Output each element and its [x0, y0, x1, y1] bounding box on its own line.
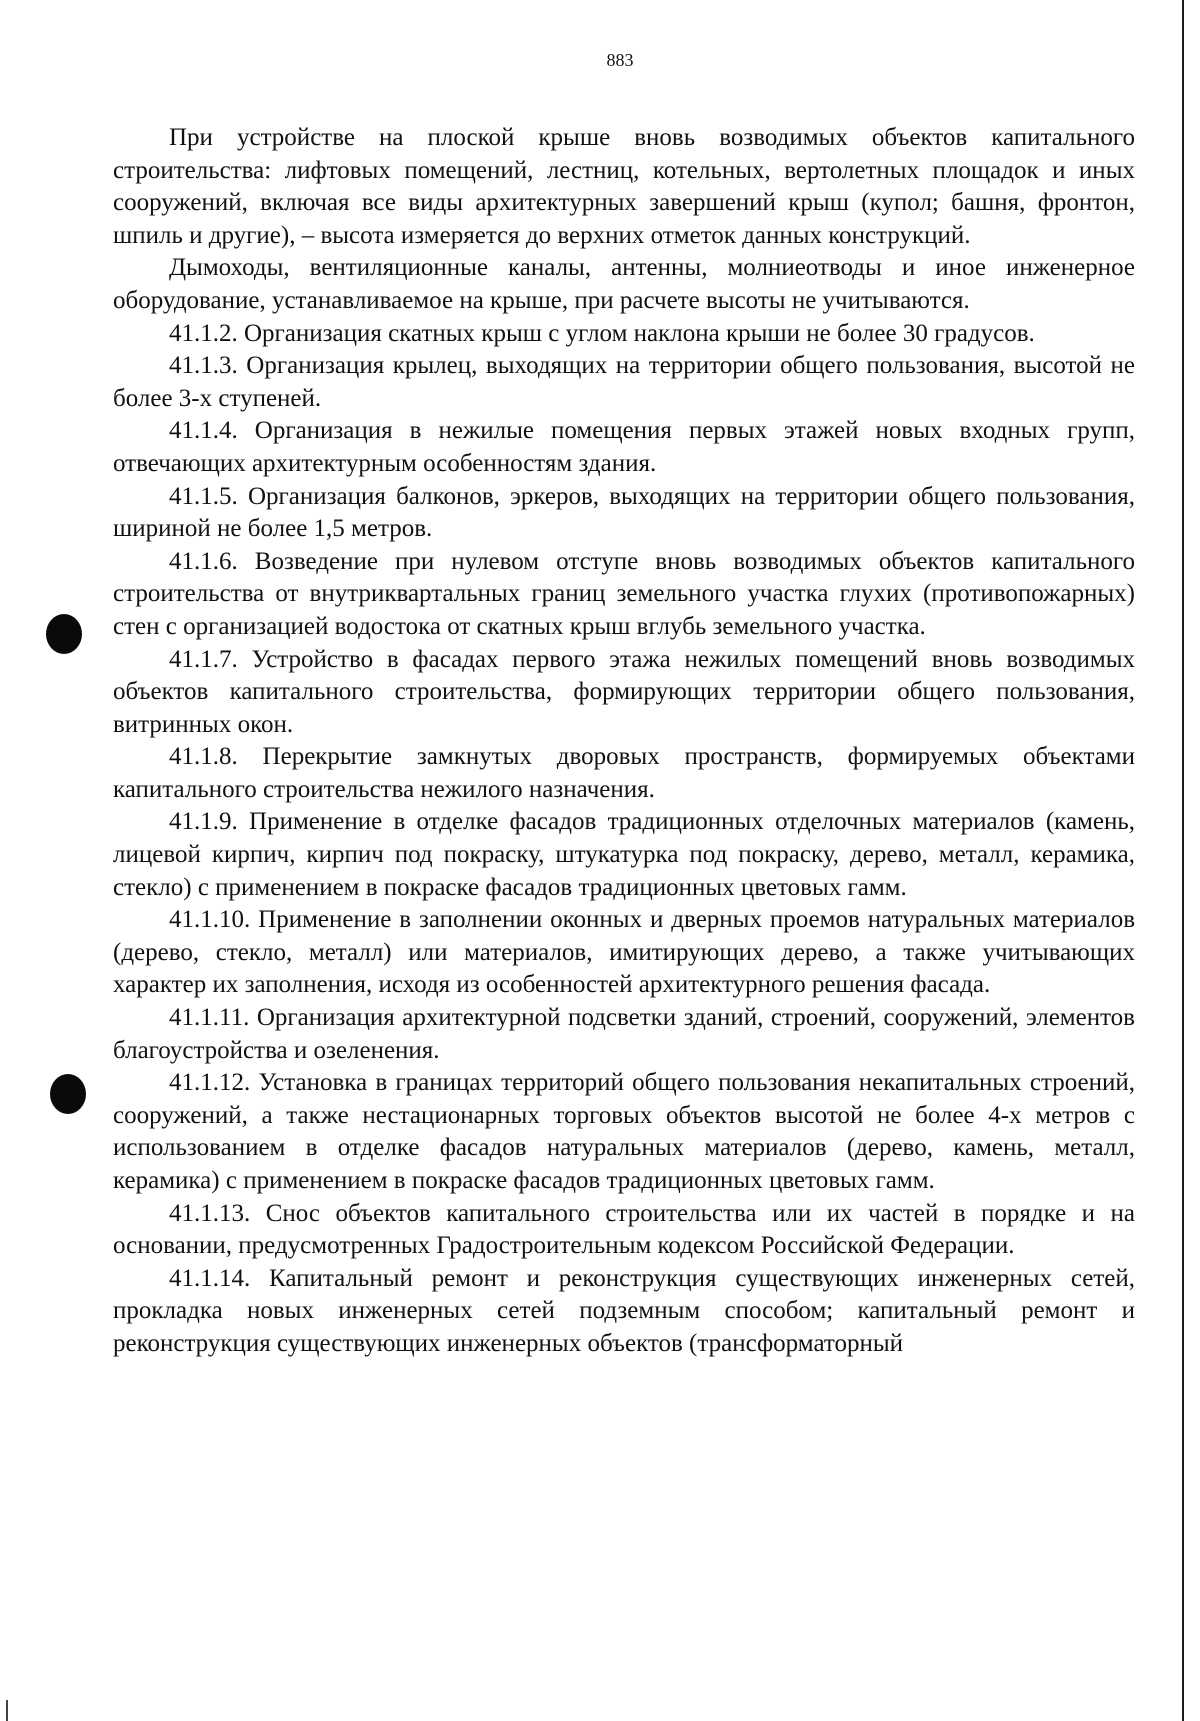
paragraph: 41.1.9. Применение в отделке фасадов традиционных отделочных материалов (камень, лицевой кирпич, кирпич под покраску, штукатурка под покраску, дерево, металл, керамика, стекло) с применением в покраске фасадов традиционных цветовых гамм. [113, 808, 1135, 901]
punch-hole-mark [50, 1074, 86, 1114]
paragraph: 41.1.6. Возведение при нулевом отступе вновь возводимых объектов капитального строительства от внутриквартальных границ земельного участка глухих (противопожарных) стен с организацией водостока от скатных крыш вглубь земельного участка. [113, 547, 1135, 640]
paragraph: При устройстве на плоской крыше вновь возводимых объектов капитального строительства: лифтовых помещений, лестниц, котельных, вертолетных площадок и иных сооружений, включая все виды архитектурных завершений крыш (купол; башня, фронтон, шпиль и другие), – высота измеряется до верхних отметок данных конструкций. [113, 124, 1135, 249]
paragraph: 41.1.8. Перекрытие замкнутых дворовых пространств, формируемых объектами капитального строительства нежилого назначения. [113, 743, 1135, 803]
paragraph: 41.1.4. Организация в нежилые помещения первых этажей новых входных групп, отвечающих архитектурным особенностям здания. [113, 417, 1135, 477]
scan-edge-mark [6, 1700, 8, 1721]
document-body [113, 122, 1135, 1361]
paragraph: 41.1.13. Снос объектов капитального строительства или их частей в порядке и на основании, предусмотренных Градостроительным кодексом Российской Федерации. [113, 1199, 1135, 1260]
paragraph: 41.1.2. Организация скатных крыш с углом наклона крыши не более 30 градусов. [169, 319, 1035, 347]
paragraph: 41.1.12. Установка в границах территорий общего пользования некапитальных строений, сооружений, а также нестационарных торговых объектов высотой не более 4-х метров с использованием в отделке фасадов натуральных материалов (дерево, камень, металл, керамика) с применением в покраске фасадов традиционных цветовых гамм. [113, 1069, 1135, 1194]
page-number: 883 [606, 50, 634, 70]
paragraph: 41.1.3. Организация крылец, выходящих на территории общего пользования, высотой не более 3-х ступеней. [113, 352, 1135, 412]
paragraph: Дымоходы, вентиляционные каналы, антенны, молниеотводы и иное инженерное оборудование, устанавливаемое на крыше, при расчете высоты не учитываются. [113, 254, 1135, 314]
paragraph: 41.1.7. Устройство в фасадах первого этажа нежилых помещений вновь возводимых объектов капитального строительства, формирующих территории общего пользования, витринных окон. [113, 645, 1135, 738]
page-edge-line [1182, 0, 1184, 1721]
paragraph: 41.1.5. Организация балконов, эркеров, выходящих на территории общего пользования, шириной не более 1,5 метров. [113, 482, 1135, 543]
punch-hole-mark [46, 614, 82, 654]
paragraph: 41.1.11. Организация архитектурной подсветки зданий, строений, сооружений, элементов благоустройства и озеленения. [113, 1004, 1135, 1064]
paragraph: 41.1.10. Применение в заполнении оконных и дверных проемов натуральных материалов (дерево, стекло, металл) или материалов, имитирующих дерево, а также учитывающих характер их заполнения, исходя из особенностей архитектурного решения фасада. [113, 906, 1135, 999]
paragraph: 41.1.14. Капитальный ремонт и реконструкция существующих инженерных сетей, прокладка новых инженерных сетей подземным способом; капитальный ремонт и реконструкция существующих инженерных объектов (трансформаторный [113, 1264, 1135, 1357]
